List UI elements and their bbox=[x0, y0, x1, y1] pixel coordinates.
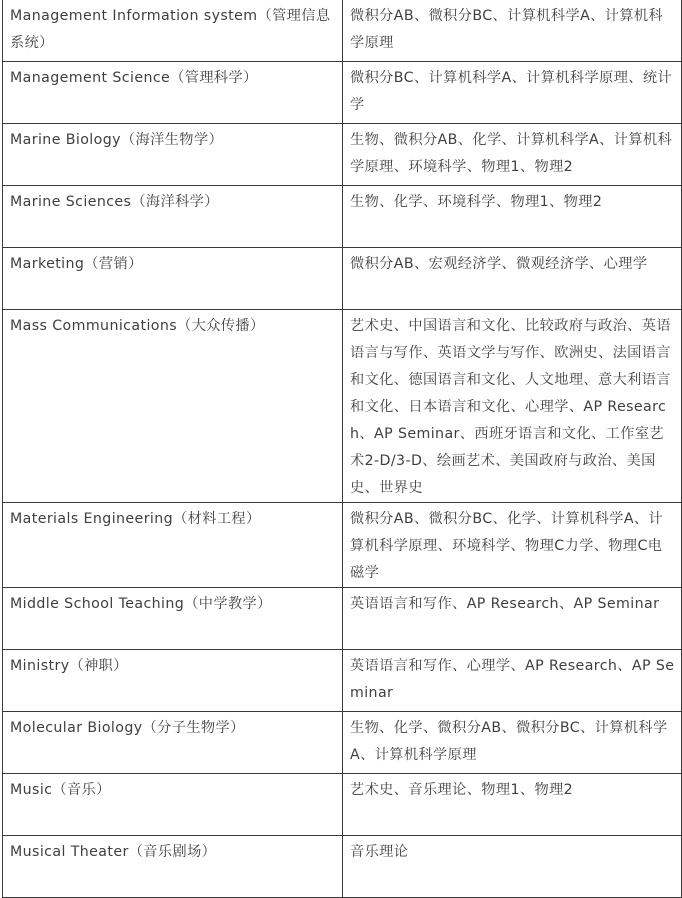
major-cell: Materials Engineering（材料工程） bbox=[3, 503, 343, 588]
table-row bbox=[3, 774, 682, 836]
table-row bbox=[3, 588, 682, 650]
table-row bbox=[3, 124, 682, 186]
courses-cell: 微积分AB、微积分BC、化学、计算机科学A、计算机科学原理、环境科学、物理C力学、物理C电磁学 bbox=[343, 503, 682, 588]
courses-cell: 英语语言和写作、心理学、AP Research、AP Seminar bbox=[343, 650, 682, 712]
major-cell: Mass Communications（大众传播） bbox=[3, 310, 343, 503]
table-row bbox=[3, 186, 682, 248]
table-row bbox=[3, 62, 682, 124]
courses-cell: 生物、微积分AB、化学、计算机科学A、计算机科学原理、环境科学、物理1、物理2 bbox=[343, 124, 682, 186]
courses-cell: 微积分AB、宏观经济学、微观经济学、心理学 bbox=[343, 248, 682, 310]
courses-cell: 生物、化学、微积分AB、微积分BC、计算机科学A、计算机科学原理 bbox=[343, 712, 682, 774]
table-row bbox=[3, 310, 682, 503]
courses-cell: 微积分AB、微积分BC、计算机科学A、计算机科学原理 bbox=[343, 0, 682, 62]
major-cell: Ministry（神职） bbox=[3, 650, 343, 712]
table-row bbox=[3, 248, 682, 310]
table-row bbox=[3, 0, 682, 62]
major-cell: Middle School Teaching（中学教学） bbox=[3, 588, 343, 650]
major-cell: Marine Sciences（海洋科学） bbox=[3, 186, 343, 248]
table-row bbox=[3, 836, 682, 898]
major-cell: Musical Theater（音乐剧场） bbox=[3, 836, 343, 898]
courses-cell: 英语语言和写作、AP Research、AP Seminar bbox=[343, 588, 682, 650]
major-cell: Marine Biology（海洋生物学） bbox=[3, 124, 343, 186]
major-cell: Molecular Biology（分子生物学） bbox=[3, 712, 343, 774]
major-cell: Management Science（管理科学） bbox=[3, 62, 343, 124]
major-cell: Marketing（营销） bbox=[3, 248, 343, 310]
majors-courses-table bbox=[2, 0, 682, 898]
courses-cell: 音乐理论 bbox=[343, 836, 682, 898]
major-cell: Management Information system（管理信息系统） bbox=[3, 0, 343, 62]
courses-cell: 生物、化学、环境科学、物理1、物理2 bbox=[343, 186, 682, 248]
table-row bbox=[3, 503, 682, 588]
courses-cell: 艺术史、音乐理论、物理1、物理2 bbox=[343, 774, 682, 836]
table-row bbox=[3, 712, 682, 774]
courses-cell: 微积分BC、计算机科学A、计算机科学原理、统计学 bbox=[343, 62, 682, 124]
major-cell: Music（音乐） bbox=[3, 774, 343, 836]
table-row bbox=[3, 650, 682, 712]
courses-cell: 艺术史、中国语言和文化、比较政府与政治、英语语言与写作、英语文学与写作、欧洲史、法国语言和文化、德国语言和文化、人文地理、意大利语言和文化、日本语言和文化、心理学、AP Research、AP Seminar、西班牙语言和文化、工作室艺术2-D/3-D、绘画艺术、美国政府与政治、美国史、世界史 bbox=[343, 310, 682, 503]
